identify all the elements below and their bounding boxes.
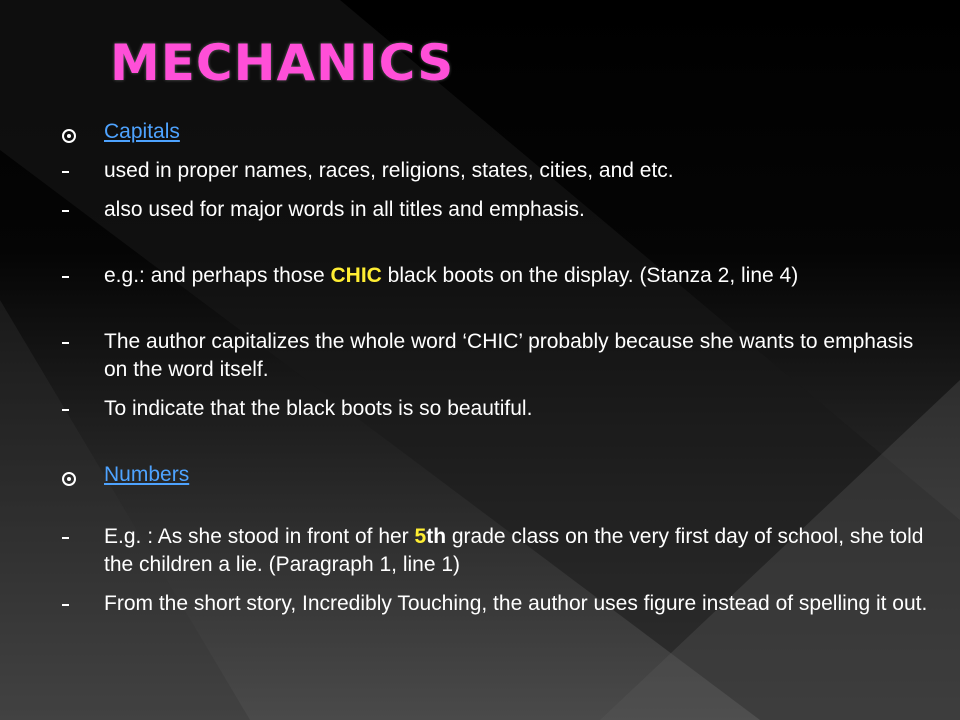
dash-bullet-icon (62, 590, 82, 618)
dash-bullet-icon (62, 196, 82, 224)
numbers-heading[interactable]: Numbers (104, 463, 190, 486)
list-item (62, 590, 932, 618)
capitals-indication: To indicate that the black boots is so beautiful. (104, 397, 533, 420)
capitals-heading[interactable]: Capitals (104, 120, 180, 143)
dash-bullet-icon (62, 523, 82, 551)
capitals-example-suffix: black boots on the display. (Stanza 2, line 4) (381, 264, 799, 287)
numbers-example-prefix: E.g. : As she stood in front of her (104, 525, 415, 548)
section-numbers-heading (62, 461, 932, 489)
section-capitals-heading (62, 118, 932, 146)
capitals-example-highlight: CHIC (330, 264, 382, 287)
numbers-example-bold: th (426, 525, 447, 548)
circle-bullet-icon (62, 118, 82, 146)
slide-title: MECHANICS (110, 34, 455, 92)
capitals-line2: also used for major words in all titles and emphasis. (104, 198, 585, 221)
list-item (62, 523, 932, 579)
dash-bullet-icon (62, 157, 82, 185)
circle-bullet-icon (62, 461, 82, 489)
capitals-line1: used in proper names, races, religions, states, cities, and etc. (104, 159, 674, 182)
list-item (62, 262, 932, 290)
capitals-example-prefix: e.g.: and perhaps those (104, 264, 331, 287)
slide-body (62, 118, 932, 618)
list-item (62, 196, 932, 224)
list-item (62, 328, 932, 384)
capitals-explanation: The author capitalizes the whole word ‘CHIC’ probably because she wants to emphasis on the word itself. (104, 330, 914, 381)
list-item (62, 157, 932, 185)
dash-bullet-icon (62, 395, 82, 423)
numbers-example-suffix: grade class on the very first day of school, she told the children a lie. (Paragraph 1, line 1) (104, 525, 924, 576)
numbers-example-highlight: 5 (414, 525, 427, 548)
dash-bullet-icon (62, 262, 82, 290)
dash-bullet-icon (62, 328, 82, 356)
numbers-explanation: From the short story, Incredibly Touching, the author uses figure instead of spelling it out. (104, 592, 928, 615)
list-item (62, 395, 932, 423)
